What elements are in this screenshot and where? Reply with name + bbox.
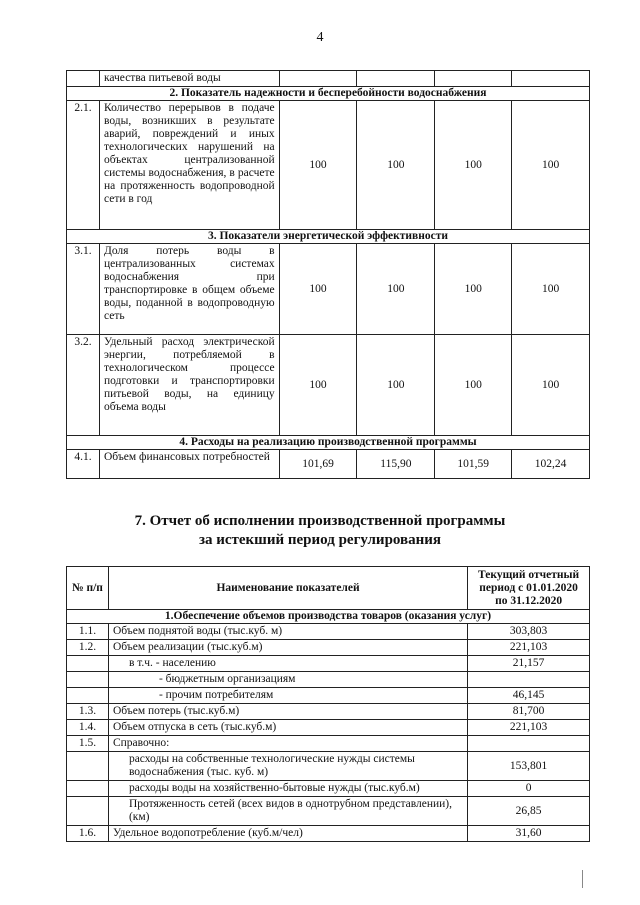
report-row-label: расходы воды на хозяйственно-бытовые нужды (тыс.куб.м) bbox=[108, 781, 467, 797]
indicator-number bbox=[67, 71, 100, 87]
indicator-value: 100 bbox=[512, 335, 590, 436]
report-row-value bbox=[468, 672, 590, 688]
report-row bbox=[67, 826, 590, 842]
report-table bbox=[66, 566, 590, 842]
report-row bbox=[67, 781, 590, 797]
report-row-number: 1.1. bbox=[67, 624, 109, 640]
indicator-value: 101,69 bbox=[279, 450, 357, 479]
report-row-number: 1.2. bbox=[67, 640, 109, 656]
report-row-number: 1.6. bbox=[67, 826, 109, 842]
indicator-value: 101,59 bbox=[435, 450, 512, 479]
indicator-row bbox=[67, 450, 590, 479]
report-row bbox=[67, 736, 590, 752]
indicator-value: 100 bbox=[279, 244, 357, 335]
report-row-label: в т.ч. - населению bbox=[108, 656, 467, 672]
report-section-title: 1.Обеспечение объемов производства товаров (оказания услуг) bbox=[67, 610, 590, 624]
report-row-label: расходы на собственные технологические нужды системы водоснабжения (тыс. куб. м) bbox=[108, 752, 467, 781]
indicator-section-row bbox=[67, 230, 590, 244]
report-row-label: Объем реализации (тыс.куб.м) bbox=[108, 640, 467, 656]
report-table-header bbox=[67, 567, 590, 610]
indicator-section-row bbox=[67, 436, 590, 450]
report-section-row bbox=[67, 610, 590, 624]
indicator-number: 2.1. bbox=[67, 101, 100, 230]
report-row-label: Удельное водопотребление (куб.м/чел) bbox=[108, 826, 467, 842]
indicator-section-row bbox=[67, 87, 590, 101]
indicator-value: 100 bbox=[512, 101, 590, 230]
page-number: 4 bbox=[316, 30, 324, 45]
report-row bbox=[67, 640, 590, 656]
report-row-number bbox=[67, 688, 109, 704]
report-row-value: 0 bbox=[468, 781, 590, 797]
report-row bbox=[67, 797, 590, 826]
report-row-value: 303,803 bbox=[468, 624, 590, 640]
report-row-number: 1.5. bbox=[67, 736, 109, 752]
report-row bbox=[67, 672, 590, 688]
scan-mark bbox=[582, 870, 583, 888]
indicator-description: Объем финансовых потребностей bbox=[99, 450, 279, 479]
report-row-number: 1.4. bbox=[67, 720, 109, 736]
report-row bbox=[67, 656, 590, 672]
indicator-value: 100 bbox=[435, 101, 512, 230]
indicator-value bbox=[512, 71, 590, 87]
indicator-row bbox=[67, 335, 590, 436]
report-row bbox=[67, 752, 590, 781]
report-row-label: Протяженность сетей (всех видов в однотрубном представлении), (км) bbox=[108, 797, 467, 826]
indicator-description: качества питьевой воды bbox=[99, 71, 279, 87]
report-row-label: Справочно: bbox=[108, 736, 467, 752]
indicator-number: 3.2. bbox=[67, 335, 100, 436]
report-row-number bbox=[67, 781, 109, 797]
header-number: № п/п bbox=[67, 567, 109, 610]
indicator-value: 100 bbox=[357, 101, 435, 230]
indicator-value: 100 bbox=[279, 101, 357, 230]
heading-line-2: за истекший период регулирования bbox=[198, 532, 442, 548]
report-row-label: - бюджетным организациям bbox=[108, 672, 467, 688]
indicator-section-title: 2. Показатель надежности и бесперебойности водоснабжения bbox=[67, 87, 590, 101]
report-row-label: Объем отпуска в сеть (тыс.куб.м) bbox=[108, 720, 467, 736]
report-row-number bbox=[67, 656, 109, 672]
indicator-number: 4.1. bbox=[67, 450, 100, 479]
report-row-value: 31,60 bbox=[468, 826, 590, 842]
indicator-section-title: 4. Расходы на реализацию производственной программы bbox=[67, 436, 590, 450]
indicator-row bbox=[67, 101, 590, 230]
indicator-value: 115,90 bbox=[357, 450, 435, 479]
report-row-label: Объем потерь (тыс.куб.м) bbox=[108, 704, 467, 720]
report-row-label: Объем поднятой воды (тыс.куб. м) bbox=[108, 624, 467, 640]
report-row-value: 153,801 bbox=[468, 752, 590, 781]
report-row-value: 21,157 bbox=[468, 656, 590, 672]
indicator-description: Удельный расход электрической энергии, потребляемой в технологическом процессе подготовки и транспортировки питьевой воды, на единицу объема воды bbox=[99, 335, 279, 436]
indicator-value: 100 bbox=[435, 244, 512, 335]
report-row-value: 221,103 bbox=[468, 640, 590, 656]
indicator-value: 100 bbox=[279, 335, 357, 436]
indicator-value bbox=[435, 71, 512, 87]
report-row bbox=[67, 624, 590, 640]
indicator-section-title: 3. Показатели энергетической эффективности bbox=[67, 230, 590, 244]
report-row-label: - прочим потребителям bbox=[108, 688, 467, 704]
report-row-value: 26,85 bbox=[468, 797, 590, 826]
indicator-row bbox=[67, 244, 590, 335]
indicators-table bbox=[66, 70, 590, 479]
indicator-value: 102,24 bbox=[512, 450, 590, 479]
report-row-number bbox=[67, 752, 109, 781]
report-row-value: 46,145 bbox=[468, 688, 590, 704]
header-name: Наименование показателей bbox=[108, 567, 467, 610]
indicator-row bbox=[67, 71, 590, 87]
header-period: Текущий отчетный период с 01.01.2020 по 31.12.2020 bbox=[468, 567, 590, 610]
section-heading bbox=[0, 512, 640, 550]
indicator-value bbox=[279, 71, 357, 87]
report-row-value bbox=[468, 736, 590, 752]
indicator-number: 3.1. bbox=[67, 244, 100, 335]
report-row bbox=[67, 704, 590, 720]
indicator-value bbox=[357, 71, 435, 87]
indicator-value: 100 bbox=[512, 244, 590, 335]
report-row-number: 1.3. bbox=[67, 704, 109, 720]
report-row-number bbox=[67, 797, 109, 826]
report-row-number bbox=[67, 672, 109, 688]
report-row bbox=[67, 688, 590, 704]
report-row bbox=[67, 720, 590, 736]
report-row-value: 81,700 bbox=[468, 704, 590, 720]
indicator-value: 100 bbox=[357, 335, 435, 436]
indicator-description: Количество перерывов в подаче воды, возникших в результате аварий, повреждений и иных технологических нарушений на объектах централизованной системы водоснабжения, в расчете на протяженность водопроводной сети в год bbox=[99, 101, 279, 230]
indicator-value: 100 bbox=[357, 244, 435, 335]
report-row-value: 221,103 bbox=[468, 720, 590, 736]
indicator-description: Доля потерь воды в централизованных системах водоснабжения при транспортировке в общем объеме воды, поданной в водопроводную сеть bbox=[99, 244, 279, 335]
indicator-value: 100 bbox=[435, 335, 512, 436]
heading-line-1: 7. Отчет об исполнении производственной программы bbox=[134, 513, 506, 529]
